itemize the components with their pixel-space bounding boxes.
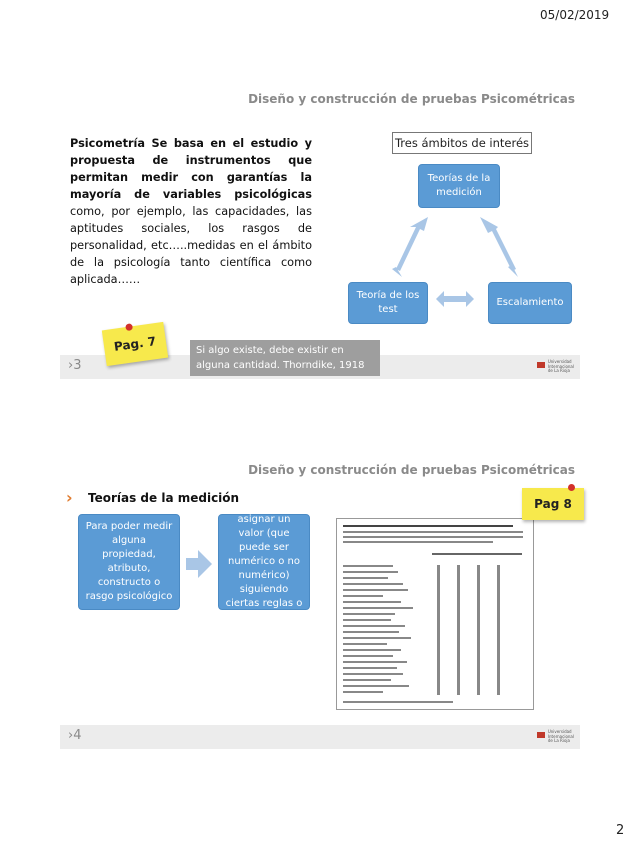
questionnaire-image (336, 518, 534, 710)
box-escalamiento: Escalamiento (488, 282, 572, 324)
chevron-right-icon: › (66, 488, 73, 507)
arrow-up-right (480, 217, 516, 271)
slide-number: ›4 (68, 728, 82, 743)
pin-icon (568, 484, 575, 491)
box-para-poder-medir: Para poder medir alguna propiedad, atributo, constructo o rasgo psicológico (78, 514, 180, 610)
slide-2 (60, 452, 580, 752)
footer-bar (60, 725, 580, 749)
cycle-arrows (340, 207, 580, 317)
arrow-up-left (396, 217, 428, 271)
sticky-note-pag7: Pag. 7 (102, 322, 168, 366)
box-teorias-medicion: Teorías de la medición (418, 164, 500, 208)
box-debemos-asignar: Debemos asignar un valor (que puede ser numérico o no numérico) siguiendo ciertas reglas o normas (218, 514, 310, 610)
logo-mark (537, 362, 545, 368)
diagram-label: Tres ámbitos de interés (392, 132, 532, 154)
quote-box: Si algo existe, debe existir en alguna cantidad. Thorndike, 1918 (190, 340, 380, 376)
university-logo: Universidad Internacional de La Rioja (537, 360, 574, 374)
arrow-horizontal (436, 291, 474, 307)
section-heading: Teorías de la medición (88, 491, 240, 505)
university-logo: Universidad Internacional de La Rioja (537, 730, 574, 744)
slide-1 (60, 82, 580, 382)
slide-number: ›3 (68, 358, 82, 373)
body-text-rest: como, por ejemplo, las capacidades, las aptitudes sociales, los rasgos de personalidad, etc…..medidas en el ámbito de la psicología tanto científica como aplicada…… (70, 205, 312, 286)
arrow-right-icon (186, 550, 212, 578)
slide-title: Diseño y construcción de pruebas Psicométricas (248, 92, 575, 106)
slide-title: Diseño y construcción de pruebas Psicométricas (248, 463, 575, 477)
date: 05/02/2019 (540, 8, 610, 22)
pin-icon (125, 323, 133, 331)
body-text-bold: Psicometría Se basa en el estudio y propuesta de instrumentos que permitan medir con garantías la mayoría de variables psicológicas (70, 137, 312, 201)
page-number: 2 (616, 823, 625, 838)
box-teoria-test: Teoría de los test (348, 282, 428, 324)
body-text (70, 135, 312, 288)
logo-mark (537, 732, 545, 738)
sticky-note-pag8: Pag 8 (522, 488, 584, 520)
